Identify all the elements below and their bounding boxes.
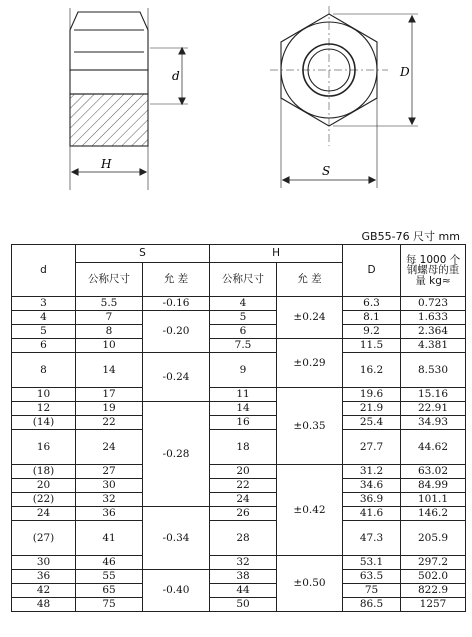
cell-h-nominal: 28 bbox=[210, 521, 277, 556]
cell-weight: 101.1 bbox=[401, 493, 466, 507]
cell-h-tolerance: ±0.24 bbox=[277, 297, 343, 339]
top-view bbox=[270, 6, 418, 188]
cell-weight: 2.364 bbox=[401, 325, 466, 339]
header-s-tolerance: 允 差 bbox=[143, 263, 210, 297]
cell-s-nominal: 19 bbox=[76, 402, 143, 416]
cell-h-tolerance: ±0.35 bbox=[277, 388, 343, 465]
cell-D: 27.7 bbox=[343, 430, 401, 465]
cell-weight: 1.633 bbox=[401, 311, 466, 325]
hex-nut-drawing bbox=[0, 0, 472, 230]
cell-s-nominal: 22 bbox=[76, 416, 143, 430]
standard-label: GB55-76 尺寸 mm bbox=[361, 230, 460, 243]
cell-h-nominal: 26 bbox=[210, 507, 277, 521]
cell-D: 34.6 bbox=[343, 479, 401, 493]
cell-weight: 4.381 bbox=[401, 339, 466, 353]
cell-d: 10 bbox=[12, 388, 76, 402]
cell-d: 30 bbox=[12, 556, 76, 570]
cell-weight: 15.16 bbox=[401, 388, 466, 402]
cell-s-nominal: 41 bbox=[76, 521, 143, 556]
cell-weight: 146.2 bbox=[401, 507, 466, 521]
cell-weight: 8.530 bbox=[401, 353, 466, 388]
cell-D: 41.6 bbox=[343, 507, 401, 521]
cell-d: (18) bbox=[12, 465, 76, 479]
header-d: d bbox=[12, 245, 76, 297]
cell-s-nominal: 30 bbox=[76, 479, 143, 493]
cell-s-tolerance: -0.40 bbox=[143, 570, 210, 612]
cell-weight: 297.2 bbox=[401, 556, 466, 570]
cell-D: 36.9 bbox=[343, 493, 401, 507]
cell-h-nominal: 20 bbox=[210, 465, 277, 479]
cell-s-tolerance: -0.16 bbox=[143, 297, 210, 311]
cell-d: 8 bbox=[12, 353, 76, 388]
cell-s-nominal: 5.5 bbox=[76, 297, 143, 311]
cell-weight: 44.62 bbox=[401, 430, 466, 465]
cell-D: 25.4 bbox=[343, 416, 401, 430]
cell-d: (22) bbox=[12, 493, 76, 507]
cell-s-nominal: 24 bbox=[76, 430, 143, 465]
cell-d: 48 bbox=[12, 598, 76, 612]
cell-s-nominal: 14 bbox=[76, 353, 143, 388]
cell-h-nominal: 50 bbox=[210, 598, 277, 612]
cell-D: 86.5 bbox=[343, 598, 401, 612]
cell-d: 36 bbox=[12, 570, 76, 584]
cell-s-tolerance: -0.20 bbox=[143, 311, 210, 353]
cell-h-nominal: 7.5 bbox=[210, 339, 277, 353]
cell-s-nominal: 32 bbox=[76, 493, 143, 507]
header-h-nominal: 公称尺寸 bbox=[210, 263, 277, 297]
cell-d: 42 bbox=[12, 584, 76, 598]
cell-h-nominal: 14 bbox=[210, 402, 277, 416]
cell-h-tolerance: ±0.29 bbox=[277, 339, 343, 388]
header-weight bbox=[401, 245, 466, 297]
cell-h-tolerance: ±0.50 bbox=[277, 556, 343, 612]
cell-s-nominal: 10 bbox=[76, 339, 143, 353]
cell-h-nominal: 4 bbox=[210, 297, 277, 311]
cell-s-nominal: 75 bbox=[76, 598, 143, 612]
cell-d: 5 bbox=[12, 325, 76, 339]
cell-h-nominal: 22 bbox=[210, 479, 277, 493]
cell-weight: 822.9 bbox=[401, 584, 466, 598]
cell-weight: 502.0 bbox=[401, 570, 466, 584]
cell-h-nominal: 9 bbox=[210, 353, 277, 388]
cell-weight: 205.9 bbox=[401, 521, 466, 556]
cell-h-nominal: 6 bbox=[210, 325, 277, 339]
cell-d: 24 bbox=[12, 507, 76, 521]
cell-s-nominal: 55 bbox=[76, 570, 143, 584]
header-weight-line1: 每 1000 个 bbox=[405, 253, 461, 266]
cell-d: 16 bbox=[12, 430, 76, 465]
cell-D: 31.2 bbox=[343, 465, 401, 479]
header-s-nominal: 公称尺寸 bbox=[76, 263, 143, 297]
cell-s-tolerance: -0.28 bbox=[143, 402, 210, 507]
cell-D: 11.5 bbox=[343, 339, 401, 353]
cell-D: 9.2 bbox=[343, 325, 401, 339]
header-weight-line3: 量 kg≈ bbox=[415, 274, 451, 287]
cell-s-nominal: 46 bbox=[76, 556, 143, 570]
cell-D: 21.9 bbox=[343, 402, 401, 416]
cell-D: 6.3 bbox=[343, 297, 401, 311]
label-D: D bbox=[400, 65, 410, 79]
cell-d: 12 bbox=[12, 402, 76, 416]
cell-D: 8.1 bbox=[343, 311, 401, 325]
cell-d: 20 bbox=[12, 479, 76, 493]
cell-h-nominal: 5 bbox=[210, 311, 277, 325]
side-view bbox=[70, 8, 188, 190]
cell-h-nominal: 32 bbox=[210, 556, 277, 570]
cell-D: 19.6 bbox=[343, 388, 401, 402]
cell-d: (27) bbox=[12, 521, 76, 556]
cell-h-tolerance: ±0.42 bbox=[277, 465, 343, 556]
cell-d: 6 bbox=[12, 339, 76, 353]
label-h: H bbox=[101, 157, 112, 171]
label-s: S bbox=[322, 164, 331, 178]
nut-spec-table bbox=[11, 244, 466, 612]
cell-h-nominal: 11 bbox=[210, 388, 277, 402]
cell-d: 4 bbox=[12, 311, 76, 325]
header-s: S bbox=[76, 245, 210, 263]
cell-s-nominal: 36 bbox=[76, 507, 143, 521]
cell-d: 3 bbox=[12, 297, 76, 311]
cell-s-tolerance: -0.24 bbox=[143, 353, 210, 402]
cell-h-nominal: 18 bbox=[210, 430, 277, 465]
cell-weight: 63.02 bbox=[401, 465, 466, 479]
cell-D: 47.3 bbox=[343, 521, 401, 556]
header-weight-line2: 钢螺母的重 bbox=[406, 264, 460, 277]
cell-D: 53.1 bbox=[343, 556, 401, 570]
cell-weight: 34.93 bbox=[401, 416, 466, 430]
cell-s-nominal: 8 bbox=[76, 325, 143, 339]
cell-h-nominal: 44 bbox=[210, 584, 277, 598]
header-D: D bbox=[343, 245, 401, 297]
cell-D: 63.5 bbox=[343, 570, 401, 584]
label-d: d bbox=[172, 69, 180, 83]
cell-D: 75 bbox=[343, 584, 401, 598]
cell-weight: 22.91 bbox=[401, 402, 466, 416]
cell-s-nominal: 65 bbox=[76, 584, 143, 598]
cell-d: (14) bbox=[12, 416, 76, 430]
cell-weight: 1257 bbox=[401, 598, 466, 612]
cell-h-nominal: 38 bbox=[210, 570, 277, 584]
cell-h-nominal: 24 bbox=[210, 493, 277, 507]
cell-D: 16.2 bbox=[343, 353, 401, 388]
cell-weight: 84.99 bbox=[401, 479, 466, 493]
cell-h-nominal: 16 bbox=[210, 416, 277, 430]
header-h-tolerance: 允 差 bbox=[277, 263, 343, 297]
cell-weight: 0.723 bbox=[401, 297, 466, 311]
cell-s-nominal: 17 bbox=[76, 388, 143, 402]
header-h: H bbox=[210, 245, 343, 263]
cell-s-nominal: 7 bbox=[76, 311, 143, 325]
cell-s-nominal: 27 bbox=[76, 465, 143, 479]
cell-s-tolerance: -0.34 bbox=[143, 507, 210, 570]
